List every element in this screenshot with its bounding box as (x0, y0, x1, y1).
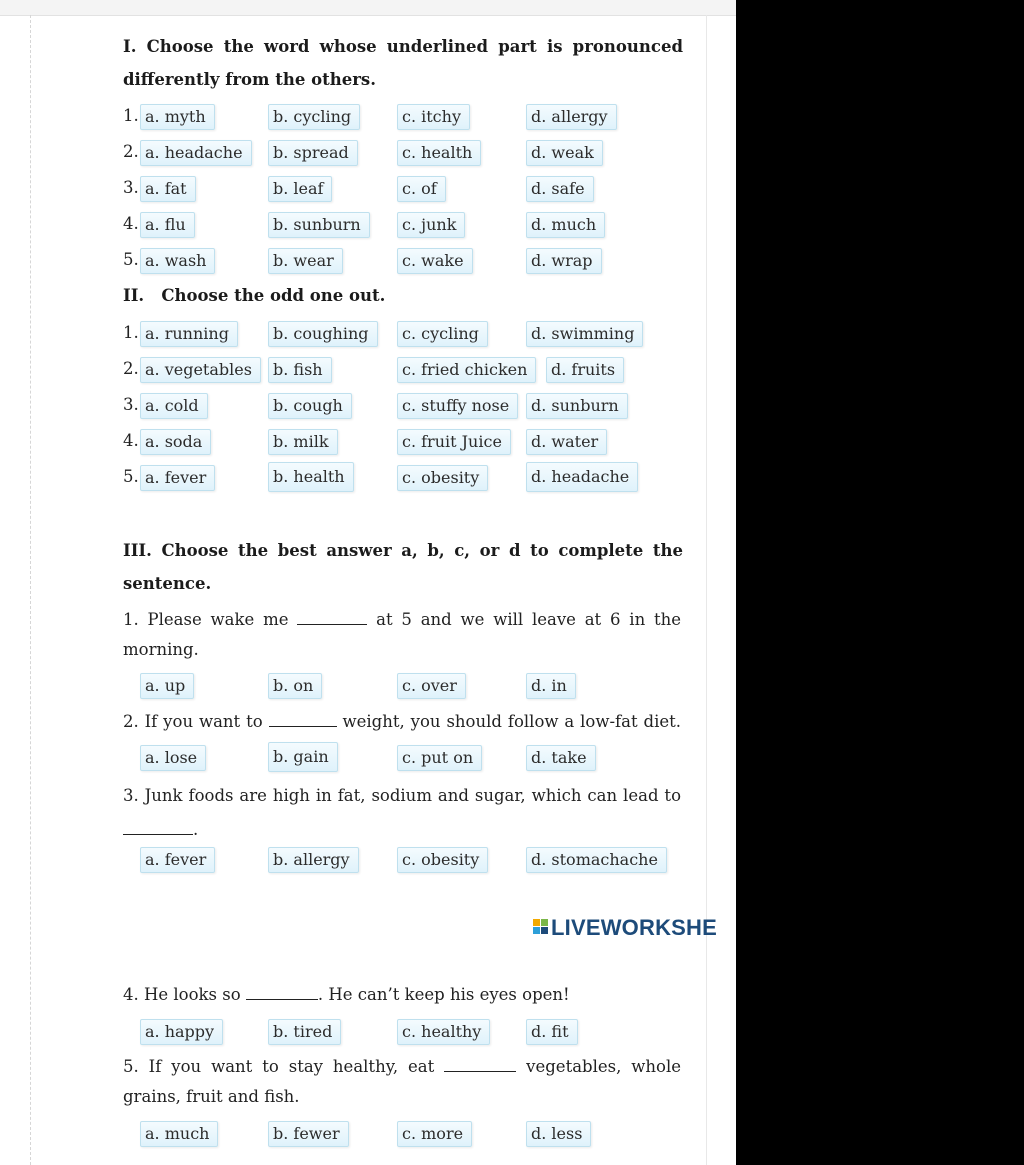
s3-q5-text-pre: 5. If you want to stay healthy, eat (123, 1057, 435, 1076)
s2-q3-option-d[interactable]: d. sunburn (526, 393, 628, 419)
s3-q1-text-post: at 5 and we will leave at 6 in the (376, 610, 682, 629)
s3-q4-blank (246, 987, 318, 1000)
s2-q1-option-b[interactable]: b. coughing (268, 321, 378, 347)
s3-q4-option-d[interactable]: d. fit (526, 1019, 578, 1045)
s3-q5-option-d[interactable]: d. less (526, 1121, 591, 1147)
s1-q2-option-c[interactable]: c. health (397, 140, 481, 166)
s3-q5-text (123, 1052, 681, 1112)
section3-title (123, 534, 683, 600)
s3-q4-text-pre: 4. He looks so (123, 985, 241, 1004)
s3-q3-option-c[interactable]: c. obesity (397, 847, 488, 873)
s2-q5-option-d[interactable]: d. headache (526, 462, 638, 492)
right-margin-guide (706, 15, 707, 1165)
section2-title: II. Choose the odd one out. (123, 286, 386, 305)
s3-q4-text (123, 980, 681, 1010)
s1-q3-option-d[interactable]: d. safe (526, 176, 594, 202)
s2-q1-option-a[interactable]: a. running (140, 321, 238, 347)
s3-q5-text-line2: grains, fruit and fish. (123, 1087, 300, 1106)
s3-q1-text-line2: morning. (123, 640, 199, 659)
s3-q1-text-pre: 1. Please wake me (123, 610, 289, 629)
section1-title-line2: differently from the others. (123, 70, 376, 89)
s3-q2-option-b[interactable]: b. gain (268, 742, 338, 772)
s2-q1-number: 1. (123, 323, 139, 342)
section1-title (123, 30, 683, 96)
s3-q5-option-b[interactable]: b. fewer (268, 1121, 349, 1147)
s1-q3-option-b[interactable]: b. leaf (268, 176, 332, 202)
s2-q1-option-d[interactable]: d. swimming (526, 321, 643, 347)
s3-q1-option-b[interactable]: b. on (268, 673, 322, 699)
s2-q2-option-d[interactable]: d. fruits (546, 357, 624, 383)
section1-title-line1: I. Choose the word whose underlined part is pronounced (123, 37, 683, 56)
s2-q2-option-c[interactable]: c. fried chicken (397, 357, 536, 383)
s3-q2-option-d[interactable]: d. take (526, 745, 596, 771)
s3-q2-option-c[interactable]: c. put on (397, 745, 482, 771)
s2-q5-option-a[interactable]: a. fever (140, 465, 215, 491)
s3-q3-text (123, 779, 681, 847)
s1-q3-option-c[interactable]: c. of (397, 176, 446, 202)
s2-q3-option-b[interactable]: b. cough (268, 393, 352, 419)
left-margin-guide (30, 15, 31, 1165)
top-toolbar-strip (0, 0, 736, 16)
s1-q3-number: 3. (123, 178, 139, 197)
s2-q4-option-c[interactable]: c. fruit Juice (397, 429, 511, 455)
s3-q4-option-b[interactable]: b. tired (268, 1019, 341, 1045)
s3-q4-option-a[interactable]: a. happy (140, 1019, 223, 1045)
s2-q5-option-c[interactable]: c. obesity (397, 465, 488, 491)
section3-title-line2: sentence. (123, 574, 212, 593)
s2-q4-option-b[interactable]: b. milk (268, 429, 338, 455)
s3-q2-text-pre: 2. If you want to (123, 712, 263, 731)
liveworksheets-logo-text: LIVEWORKSHE (551, 915, 717, 940)
s3-q3-text-line1: 3. Junk foods are high in fat, sodium and sugar, which can lead to (123, 786, 681, 805)
s1-q1-option-d[interactable]: d. allergy (526, 104, 617, 130)
s3-q5-option-a[interactable]: a. much (140, 1121, 218, 1147)
s1-q2-option-a[interactable]: a. headache (140, 140, 252, 166)
s2-q3-number: 3. (123, 395, 139, 414)
s3-q2-text-post: weight, you should follow a low-fat diet. (342, 712, 682, 731)
s3-q5-text-post: vegetables, whole (526, 1057, 682, 1076)
liveworksheets-logo-icon (533, 919, 549, 935)
s3-q5-option-c[interactable]: c. more (397, 1121, 472, 1147)
s2-q3-option-c[interactable]: c. stuffy nose (397, 393, 518, 419)
s3-q3-option-b[interactable]: b. allergy (268, 847, 359, 873)
s3-q1-blank (297, 612, 367, 625)
s3-q2-text (123, 707, 681, 737)
s3-q1-option-a[interactable]: a. up (140, 673, 194, 699)
s3-q3-option-d[interactable]: d. stomachache (526, 847, 667, 873)
s3-q4-option-c[interactable]: c. healthy (397, 1019, 490, 1045)
s1-q5-option-c[interactable]: c. wake (397, 248, 473, 274)
s1-q2-option-d[interactable]: d. weak (526, 140, 603, 166)
s3-q2-option-a[interactable]: a. lose (140, 745, 206, 771)
s3-q3-option-a[interactable]: a. fever (140, 847, 215, 873)
s1-q1-number: 1. (123, 106, 139, 125)
s2-q4-number: 4. (123, 431, 139, 450)
s2-q4-option-a[interactable]: a. soda (140, 429, 211, 455)
s1-q4-option-d[interactable]: d. much (526, 212, 605, 238)
s1-q1-option-b[interactable]: b. cycling (268, 104, 360, 130)
s2-q2-option-a[interactable]: a. vegetables (140, 357, 261, 383)
s1-q4-option-c[interactable]: c. junk (397, 212, 465, 238)
section3-title-line1: III. Choose the best answer a, b, c, or d to complete the (123, 541, 683, 560)
s1-q5-option-b[interactable]: b. wear (268, 248, 343, 274)
s2-q5-number: 5. (123, 467, 139, 486)
s1-q5-option-a[interactable]: a. wash (140, 248, 215, 274)
s3-q1-option-d[interactable]: d. in (526, 673, 576, 699)
s3-q1-option-c[interactable]: c. over (397, 673, 466, 699)
s1-q2-number: 2. (123, 142, 139, 161)
s2-q4-option-d[interactable]: d. water (526, 429, 607, 455)
s1-q5-number: 5. (123, 250, 139, 269)
s3-q1-text (123, 605, 681, 665)
s2-q1-option-c[interactable]: c. cycling (397, 321, 488, 347)
s1-q2-option-b[interactable]: b. spread (268, 140, 358, 166)
s1-q1-option-c[interactable]: c. itchy (397, 104, 470, 130)
s3-q2-blank (269, 714, 337, 727)
s1-q4-option-b[interactable]: b. sunburn (268, 212, 370, 238)
s3-q3-blank (123, 822, 193, 835)
s2-q2-option-b[interactable]: b. fish (268, 357, 332, 383)
s3-q4-text-post: . He can’t keep his eyes open! (317, 985, 570, 1004)
s3-q3-text-end: . (193, 820, 199, 839)
s1-q4-option-a[interactable]: a. flu (140, 212, 195, 238)
s1-q3-option-a[interactable]: a. fat (140, 176, 196, 202)
s3-q5-blank (444, 1059, 516, 1072)
s1-q4-number: 4. (123, 214, 139, 233)
s2-q5-option-b[interactable]: b. health (268, 462, 354, 492)
s1-q1-option-a[interactable]: a. myth (140, 104, 215, 130)
s2-q2-number: 2. (123, 359, 139, 378)
s1-q5-option-d[interactable]: d. wrap (526, 248, 602, 274)
s2-q3-option-a[interactable]: a. cold (140, 393, 208, 419)
